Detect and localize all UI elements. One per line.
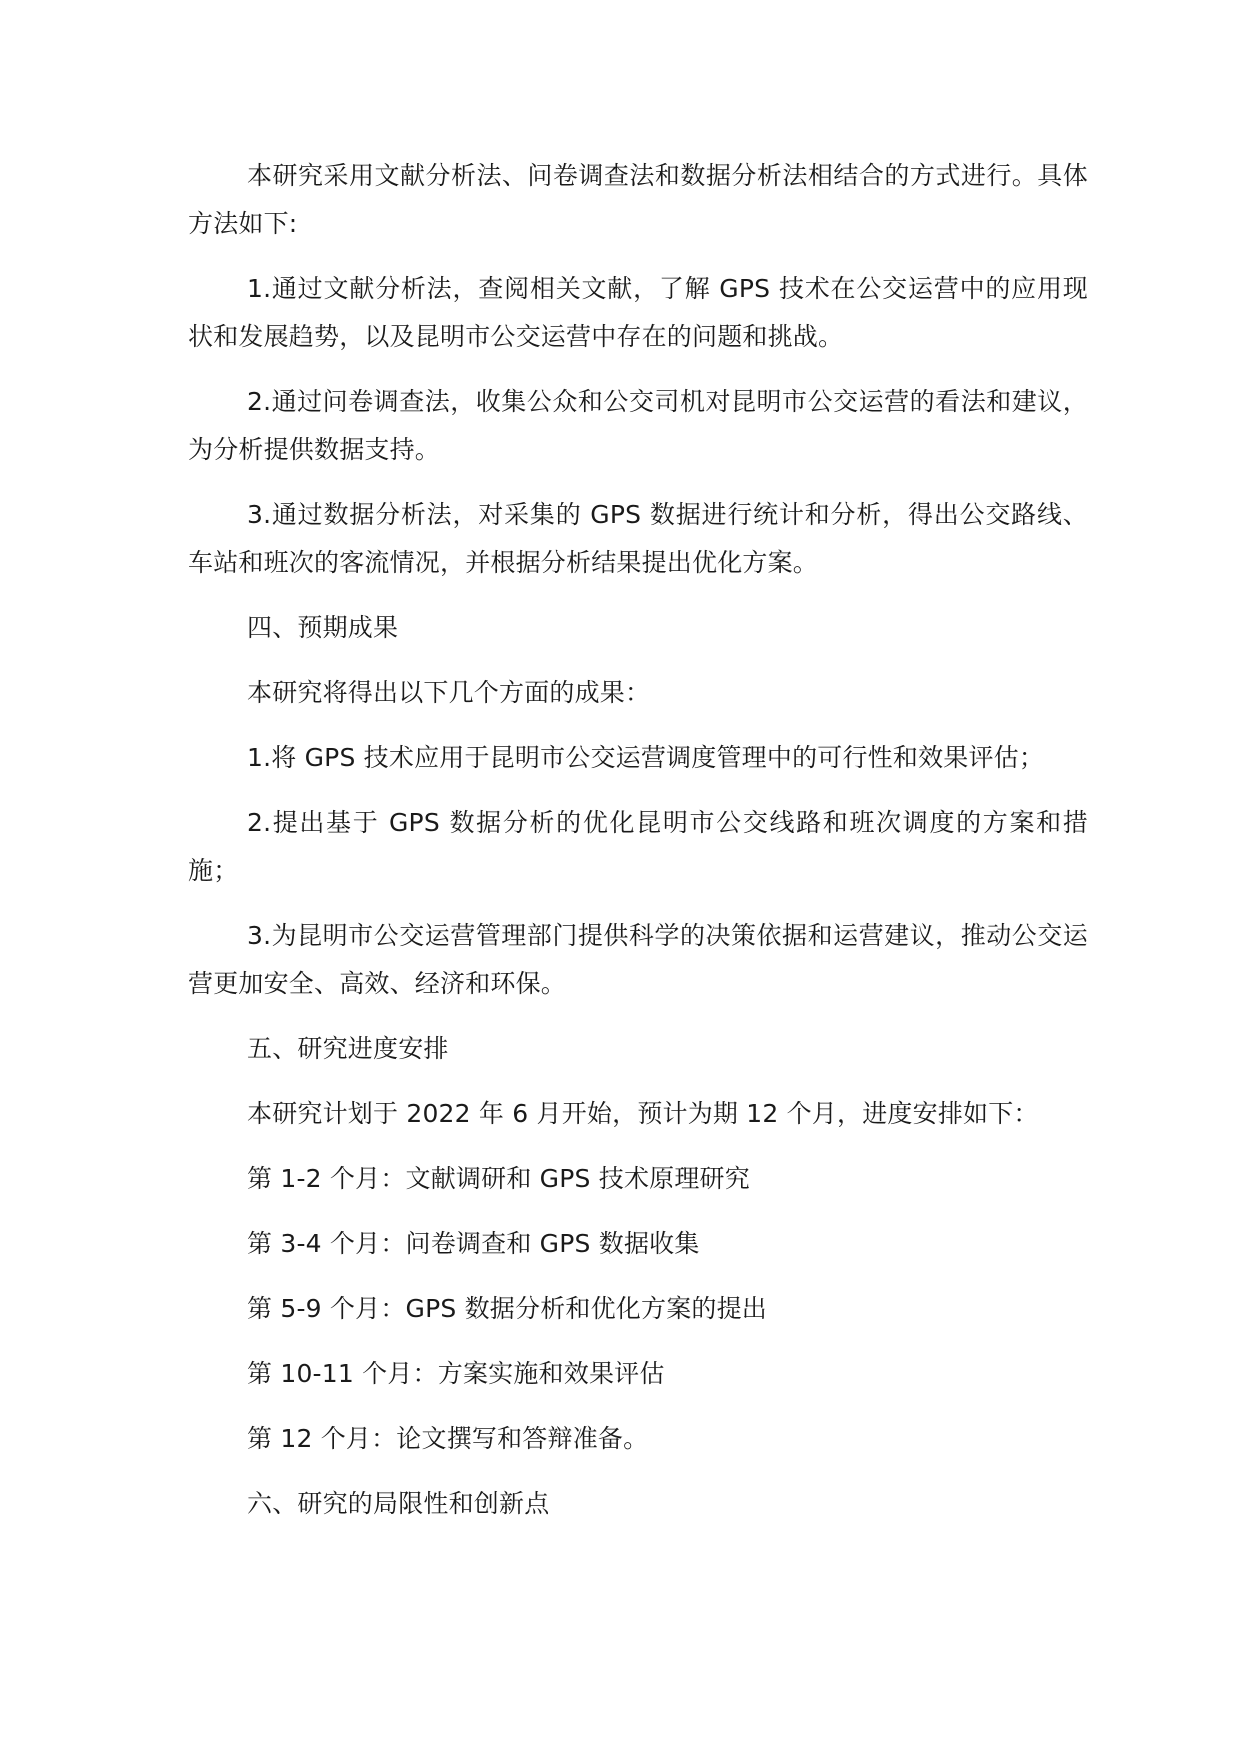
paragraph-schedule-intro: 本研究计划于 2022 年 6 月开始，预计为期 12 个月，进度安排如下： <box>247 1099 1039 1128</box>
paragraph-results-intro: 本研究将得出以下几个方面的成果： <box>247 678 651 707</box>
paragraph-methods-intro: 本研究采用文献分析法、问卷调查法和数据分析法相结合的方式进行。具体方法如下: <box>188 161 1088 238</box>
paragraph-result-2: 2.提出基于 GPS 数据分析的优化昆明市公交线路和班次调度的方案和措施； <box>188 808 1088 885</box>
paragraph-method-2: 2.通过问卷调查法，收集公众和公交司机对昆明市公交运营的看法和建议，为分析提供数据支持。 <box>188 387 1088 464</box>
paragraph-result-1: 1.将 GPS 技术应用于昆明市公交运营调度管理中的可行性和效果评估； <box>247 743 1045 772</box>
schedule-item-month-12: 第 12 个月：论文撰写和答辩准备。 <box>247 1424 649 1453</box>
schedule-item-months-5-9: 第 5-9 个月：GPS 数据分析和优化方案的提出 <box>247 1294 767 1323</box>
document-page <box>188 152 1088 1545</box>
paragraph-method-1: 1.通过文献分析法，查阅相关文献，了解 GPS 技术在公交运营中的应用现状和发展趋势，以及昆明市公交运营中存在的问题和挑战。 <box>188 274 1088 351</box>
schedule-item-months-3-4: 第 3-4 个月：问卷调查和 GPS 数据收集 <box>247 1229 700 1258</box>
section-heading-expected-results: 四、预期成果 <box>247 613 399 642</box>
paragraph-result-3: 3.为昆明市公交运营管理部门提供科学的决策依据和运营建议，推动公交运营更加安全、高效、经济和环保。 <box>188 921 1088 998</box>
section-heading-schedule: 五、研究进度安排 <box>247 1034 449 1063</box>
schedule-item-months-1-2: 第 1-2 个月：文献调研和 GPS 技术原理研究 <box>247 1164 750 1193</box>
schedule-item-months-10-11: 第 10-11 个月：方案实施和效果评估 <box>247 1359 665 1388</box>
section-heading-limitations: 六、研究的局限性和创新点 <box>247 1489 550 1518</box>
paragraph-method-3: 3.通过数据分析法，对采集的 GPS 数据进行统计和分析，得出公交路线、车站和班次的客流情况，并根据分析结果提出优化方案。 <box>188 500 1088 577</box>
